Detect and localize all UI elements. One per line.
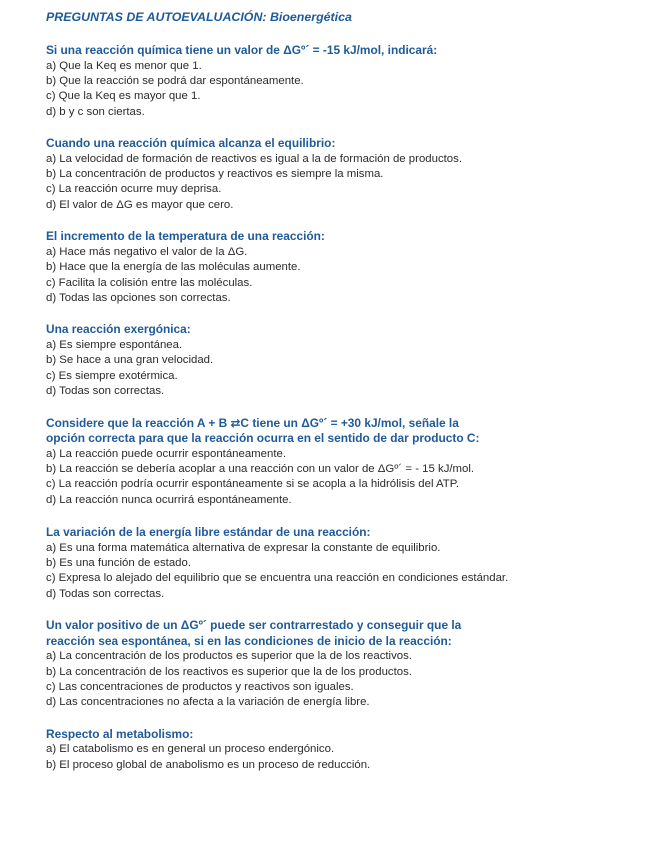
option-b: b) Que la reacción se podrá dar espontáneamente. bbox=[46, 74, 304, 87]
option-list bbox=[46, 541, 626, 603]
question-text: Una reacción exergónica: bbox=[46, 322, 191, 337]
question-text: Respecto al metabolismo: bbox=[46, 726, 194, 741]
option-b: b) Se hace a una gran velocidad. bbox=[46, 354, 214, 367]
option-list bbox=[46, 338, 626, 400]
option-b: b) Es una función de estado. bbox=[46, 557, 192, 570]
option-b: b) La concentración de productos y reactivos es siempre la misma. bbox=[46, 168, 384, 181]
question-text: Si una reacción química tiene un valor de ΔGº´ = -15 kJ/mol, indicará: bbox=[46, 43, 438, 57]
option-a: a) Es una forma matemática alternativa de expresar la constante de equilibrio. bbox=[46, 541, 441, 554]
question-3 bbox=[46, 229, 626, 306]
question-text: La variación de la energía libre estándar de una reacción: bbox=[46, 525, 371, 540]
option-c: c) Expresa lo alejado del equilibrio que se encuentra una reacción en condiciones estándar. bbox=[46, 572, 509, 585]
option-c: c) Las concentraciones de productos y reactivos son iguales. bbox=[46, 681, 354, 694]
question-text: Considere que la reacción A + B ⇄C tiene un ΔGº´ = +30 kJ/mol, señale la opción correcta para que la reacción ocurra en el sentido de dar producto C: bbox=[46, 415, 480, 445]
option-list bbox=[46, 742, 626, 773]
document-title: PREGUNTAS DE AUTOEVALUACIÓN: Bioenergética bbox=[46, 10, 352, 24]
option-a: a) Que la Keq es menor que 1. bbox=[46, 59, 202, 72]
question-6 bbox=[46, 525, 626, 602]
question-text: Un valor positivo de un ΔGº´ puede ser contrarrestado y conseguir que la reacción sea espontánea, si en las condiciones de inicio de la reacción: bbox=[46, 618, 462, 648]
option-b: b) La concentración de los reactivos es superior que la de los productos. bbox=[46, 665, 412, 678]
question-5 bbox=[46, 416, 626, 509]
option-d: d) Las concentraciones no afecta a la variación de energía libre. bbox=[46, 696, 370, 709]
question-8 bbox=[46, 727, 626, 773]
option-a: a) El catabolismo es en general un proceso endergónico. bbox=[46, 743, 335, 756]
option-a: a) La velocidad de formación de reactivos es igual a la de formación de productos. bbox=[46, 152, 462, 165]
option-a: a) La concentración de los productos es superior que la de los reactivos. bbox=[46, 650, 412, 663]
option-list bbox=[46, 447, 626, 509]
option-a: a) Hace más negativo el valor de la ΔG. bbox=[46, 245, 248, 258]
question-2 bbox=[46, 136, 626, 213]
option-list bbox=[46, 245, 626, 307]
option-d: d) El valor de ΔG es mayor que cero. bbox=[46, 198, 234, 211]
option-d: d) Todas son correctas. bbox=[46, 587, 165, 600]
question-text: Cuando una reacción química alcanza el equilibrio: bbox=[46, 136, 336, 151]
option-d: d) Todas las opciones son correctas. bbox=[46, 291, 231, 304]
question-1 bbox=[46, 43, 626, 120]
question-7 bbox=[46, 618, 626, 711]
option-a: a) La reacción puede ocurrir espontáneamente. bbox=[46, 447, 286, 460]
option-a: a) Es siempre espontánea. bbox=[46, 338, 183, 351]
option-d: d) b y c son ciertas. bbox=[46, 105, 145, 118]
document-page bbox=[46, 10, 626, 789]
option-c: c) La reacción ocurre muy deprisa. bbox=[46, 183, 222, 196]
question-4 bbox=[46, 322, 626, 399]
option-c: c) La reacción podría ocurrir espontáneamente si se acopla a la hidrólisis del ATP. bbox=[46, 478, 460, 491]
option-b: b) Hace que la energía de las moléculas aumente. bbox=[46, 261, 301, 274]
option-d: d) La reacción nunca ocurrirá espontáneamente. bbox=[46, 493, 292, 506]
question-text: El incremento de la temperatura de una reacción: bbox=[46, 229, 325, 244]
option-list bbox=[46, 152, 626, 214]
option-list bbox=[46, 59, 626, 121]
option-d: d) Todas son correctas. bbox=[46, 385, 165, 398]
option-b: b) La reacción se debería acoplar a una reacción con un valor de ΔGº´ = - 15 kJ/mol. bbox=[46, 462, 475, 475]
option-c: c) Es siempre exotérmica. bbox=[46, 369, 178, 382]
option-c: c) Que la Keq es mayor que 1. bbox=[46, 90, 201, 103]
option-list bbox=[46, 649, 626, 711]
option-c: c) Facilita la colisión entre las moléculas. bbox=[46, 276, 253, 289]
option-b: b) El proceso global de anabolismo es un proceso de reducción. bbox=[46, 758, 371, 771]
